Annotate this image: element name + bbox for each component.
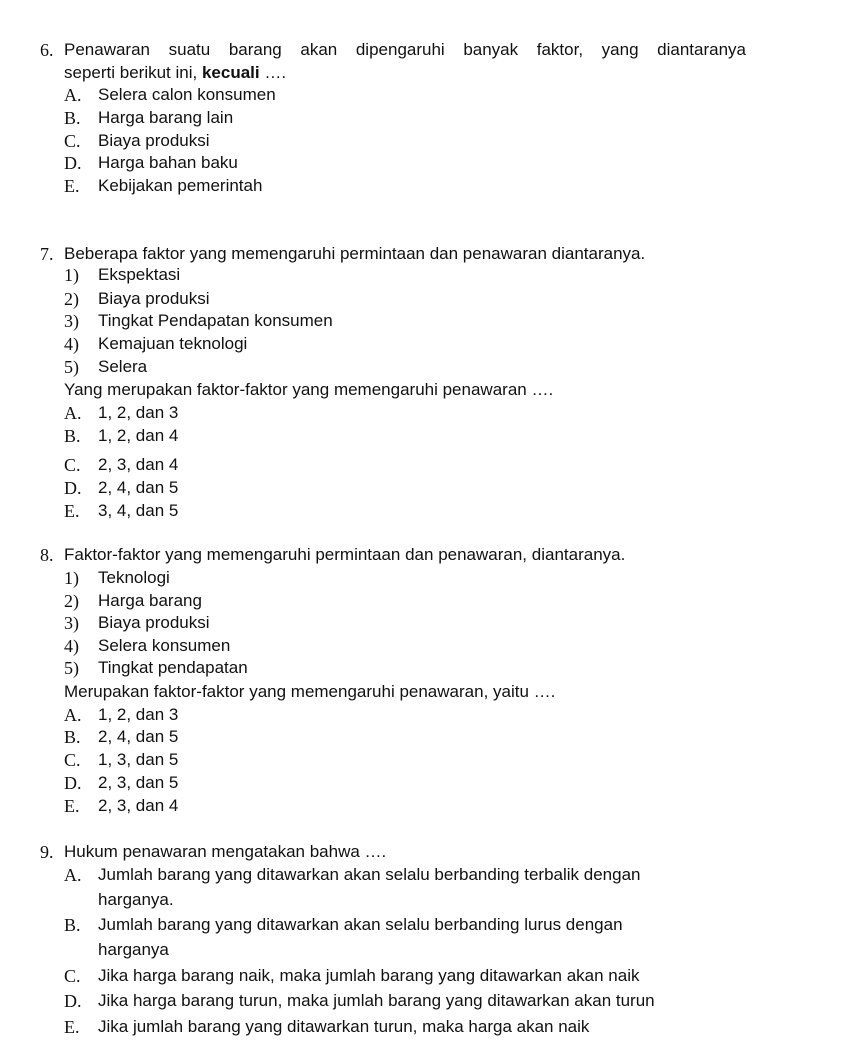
option-text: 1, 2, dan 4	[98, 426, 179, 445]
option-text: Harga bahan baku	[98, 153, 238, 172]
option-text: 2, 3, dan 4	[98, 796, 179, 815]
question-text: Faktor-faktor yang memengaruhi permintaan dan penawaran, diantaranya.	[64, 545, 626, 564]
option-label: B.	[64, 727, 81, 747]
option-label: A.	[64, 85, 82, 105]
question-stem: Merupakan faktor-faktor yang memengaruhi penawaran, yaitu ….	[64, 682, 556, 701]
question-number: 9.	[40, 842, 54, 862]
question-text-line-2	[64, 63, 286, 83]
option-text-line-1: Jumlah barang yang ditawarkan akan selalu berbanding terbalik dengan	[98, 865, 641, 884]
option-text: Biaya produksi	[98, 131, 210, 150]
option-label: A.	[64, 865, 82, 885]
option-text: Jika harga barang naik, maka jumlah barang yang ditawarkan akan naik	[98, 966, 640, 985]
option-label: D.	[64, 153, 82, 173]
question-number: 8.	[40, 545, 54, 565]
question-text-line-1: Penawaran suatu barang akan dipengaruhi banyak faktor, yang diantaranya	[64, 40, 746, 59]
item-text: Selera	[98, 357, 148, 376]
item-text: Tingkat Pendapatan konsumen	[98, 311, 333, 330]
option-label: E.	[64, 796, 80, 816]
question-number: 7.	[40, 244, 54, 264]
item-text: Kemajuan teknologi	[98, 334, 248, 353]
option-text: Selera calon konsumen	[98, 85, 276, 104]
option-text: 1, 3, dan 5	[98, 750, 179, 769]
option-text: 2, 3, dan 5	[98, 773, 179, 792]
option-text: 1, 2, dan 3	[98, 403, 179, 422]
option-label: A.	[64, 705, 82, 725]
item-label: 4)	[64, 334, 79, 354]
item-label: 3)	[64, 613, 79, 633]
option-label: E.	[64, 176, 80, 196]
option-text: 2, 3, dan 4	[98, 455, 179, 474]
item-label: 1)	[64, 568, 79, 588]
option-label: C.	[64, 966, 81, 986]
option-text-line-2: harganya	[98, 940, 169, 959]
item-label: 2)	[64, 289, 79, 309]
option-text: 2, 4, dan 5	[98, 478, 179, 497]
item-text: Ekspektasi	[98, 265, 181, 284]
question-stem: Yang merupakan faktor-faktor yang memengaruhi penawaran ….	[64, 380, 554, 399]
option-text-line-2: harganya.	[98, 890, 174, 909]
question-text-pre: seperti berikut ini,	[64, 63, 202, 82]
option-text: Kebijakan pemerintah	[98, 176, 263, 195]
item-label: 4)	[64, 636, 79, 656]
question-number: 6.	[40, 40, 54, 60]
item-text: Harga barang	[98, 591, 202, 610]
question-text-emphasis: kecuali	[201, 63, 260, 82]
option-label: D.	[64, 991, 82, 1011]
item-text: Tingkat pendapatan	[98, 658, 248, 677]
option-label: B.	[64, 426, 81, 446]
question-text-post: ….	[259, 63, 287, 82]
option-text: Jika harga barang turun, maka jumlah barang yang ditawarkan akan turun	[98, 991, 655, 1010]
item-text: Biaya produksi	[98, 613, 210, 632]
item-label: 5)	[64, 357, 79, 377]
option-label: B.	[64, 108, 81, 128]
option-label: B.	[64, 915, 81, 935]
item-label: 5)	[64, 658, 79, 678]
option-label: C.	[64, 131, 81, 151]
option-text-line-1: Jumlah barang yang ditawarkan akan selalu berbanding lurus dengan	[98, 915, 623, 934]
option-text: Harga barang lain	[98, 108, 234, 127]
item-text: Selera konsumen	[98, 636, 231, 655]
option-label: E.	[64, 1017, 80, 1037]
option-label: E.	[64, 501, 80, 521]
option-text: 1, 2, dan 3	[98, 705, 179, 724]
item-label: 1)	[64, 265, 79, 285]
option-label: D.	[64, 773, 82, 793]
option-text: 3, 4, dan 5	[98, 501, 179, 520]
item-label: 2)	[64, 591, 79, 611]
option-text: 2, 4, dan 5	[98, 727, 179, 746]
question-text: Beberapa faktor yang memengaruhi permintaan dan penawaran diantaranya.	[64, 244, 646, 263]
option-label: C.	[64, 455, 81, 475]
item-text: Teknologi	[98, 568, 170, 587]
item-text: Biaya produksi	[98, 289, 210, 308]
option-label: C.	[64, 750, 81, 770]
option-text: Jika jumlah barang yang ditawarkan turun, maka harga akan naik	[98, 1017, 590, 1036]
option-label: A.	[64, 403, 82, 423]
item-label: 3)	[64, 311, 79, 331]
question-text: Hukum penawaran mengatakan bahwa ….	[64, 842, 387, 861]
option-label: D.	[64, 478, 82, 498]
